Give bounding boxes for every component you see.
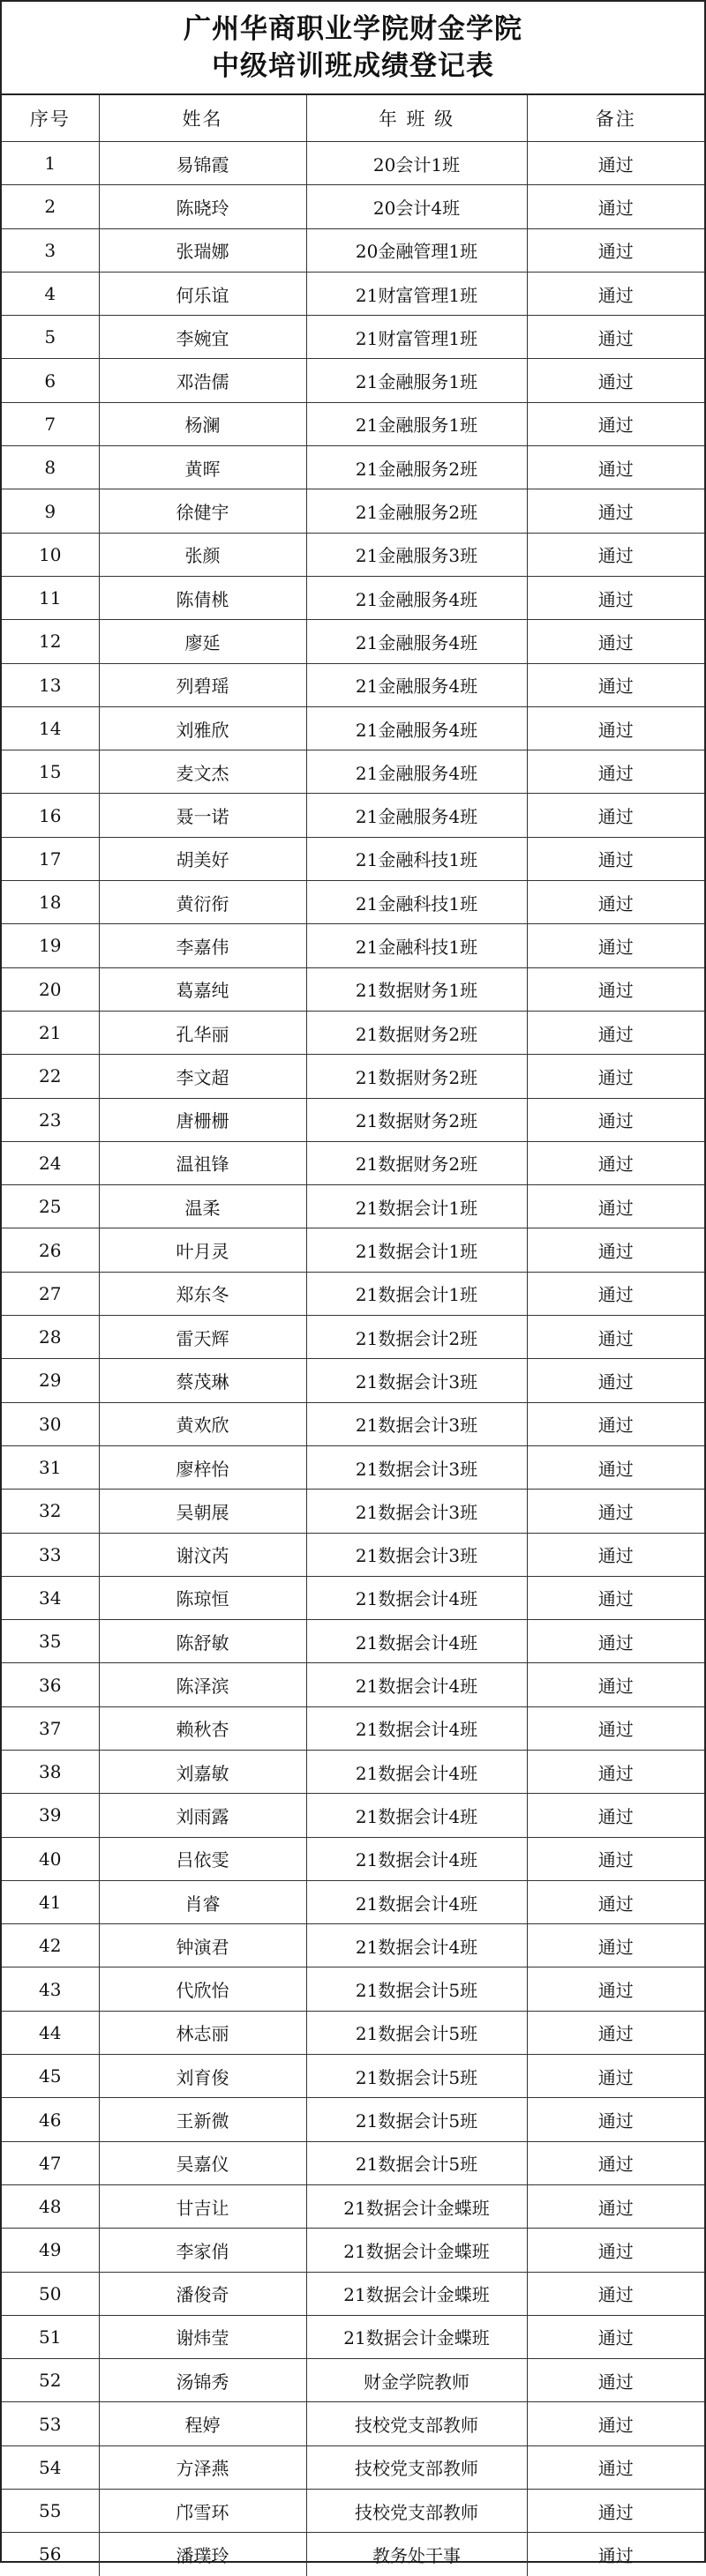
cell-remark: 通过 [527,2490,704,2533]
cell-number: 54 [2,2445,99,2489]
cell-name: 邝雪环 [99,2490,306,2533]
cell-number: 28 [2,1316,99,1359]
cell-remark: 通过 [527,1880,704,1923]
cell-number: 53 [2,2402,99,2445]
cell-name: 麦文杰 [99,750,306,794]
cell-number: 16 [2,794,99,837]
table-row [2,967,704,1011]
cell-class: 21数据会计4班 [306,1750,527,1793]
table-row [2,1445,704,1489]
cell-number: 23 [2,1098,99,1141]
cell-remark: 通过 [527,1098,704,1141]
cell-number: 31 [2,1445,99,1489]
cell-name: 谢汶芮 [99,1533,306,1576]
cell-class: 21数据财务2班 [306,1055,527,1098]
cell-remark: 通过 [527,489,704,533]
cell-class: 21金融服务4班 [306,794,527,837]
cell-number: 34 [2,1576,99,1619]
cell-number: 52 [2,2359,99,2402]
cell-name: 何乐谊 [99,272,306,315]
cell-class: 21金融服务4班 [306,620,527,663]
cell-name: 温柔 [99,1185,306,1228]
table-body [2,142,704,2576]
cell-class: 教务处干事 [306,2533,527,2576]
cell-name: 陈晓玲 [99,185,306,228]
cell-name: 黄欢欣 [99,1402,306,1445]
cell-remark: 通过 [527,663,704,706]
cell-class: 财金学院教师 [306,2359,527,2402]
cell-name: 张颜 [99,533,306,576]
cell-remark: 通过 [527,1663,704,1706]
cell-name: 潘璞玲 [99,2533,306,2576]
cell-remark: 通过 [527,1011,704,1054]
table-row [2,881,704,924]
cell-remark: 通过 [527,185,704,228]
cell-remark: 通过 [527,706,704,750]
cell-remark: 通过 [527,2184,704,2228]
cell-name: 李婉宜 [99,316,306,359]
column-header-class: 年 班 级 [306,95,527,142]
table-row [2,1228,704,1272]
cell-remark: 通过 [527,1620,704,1663]
cell-number: 32 [2,1490,99,1533]
cell-remark: 通过 [527,1794,704,1837]
table-row [2,1316,704,1359]
cell-name: 吴朝展 [99,1490,306,1533]
cell-name: 黄晖 [99,446,306,489]
cell-remark: 通过 [527,446,704,489]
cell-number: 3 [2,228,99,272]
cell-class: 21数据会计4班 [306,1880,527,1923]
cell-class: 21数据会计3班 [306,1359,527,1402]
cell-class: 21数据会计1班 [306,1185,527,1228]
table-row [2,794,704,837]
cell-class: 21财富管理1班 [306,272,527,315]
cell-remark: 通过 [527,2272,704,2315]
table-row [2,576,704,619]
cell-number: 35 [2,1620,99,1663]
cell-class: 21金融服务1班 [306,402,527,445]
table-row [2,1837,704,1880]
cell-name: 肖睿 [99,1880,306,1923]
cell-class: 21财富管理1班 [306,316,527,359]
table-row [2,706,704,750]
cell-number: 56 [2,2533,99,2576]
table-row [2,1706,704,1750]
table-row [2,2402,704,2445]
cell-class: 21金融服务4班 [306,706,527,750]
cell-class: 21数据会计金蝶班 [306,2315,527,2358]
cell-number: 15 [2,750,99,794]
cell-number: 18 [2,881,99,924]
cell-number: 46 [2,2098,99,2141]
cell-class: 21数据会计4班 [306,1576,527,1619]
cell-remark: 通过 [527,1750,704,1793]
table-row [2,272,704,315]
cell-remark: 通过 [527,359,704,402]
cell-number: 20 [2,967,99,1011]
cell-number: 33 [2,1533,99,1576]
table-row [2,620,704,663]
table-row [2,837,704,880]
cell-number: 10 [2,533,99,576]
cell-class: 21数据会计2班 [306,1316,527,1359]
table-row [2,359,704,402]
table-row [2,1272,704,1315]
cell-class: 21数据财务1班 [306,967,527,1011]
cell-class: 21数据会计金蝶班 [306,2272,527,2315]
cell-class: 21金融科技1班 [306,837,527,880]
cell-number: 45 [2,2055,99,2098]
cell-number: 42 [2,1924,99,1967]
cell-class: 21金融服务2班 [306,446,527,489]
table-row [2,2229,704,2272]
cell-number: 5 [2,316,99,359]
cell-number: 8 [2,446,99,489]
cell-remark: 通过 [527,1706,704,1750]
cell-class: 21数据会计4班 [306,1663,527,1706]
table-row [2,1967,704,2011]
table-row [2,2445,704,2489]
cell-class: 21金融科技1班 [306,924,527,967]
cell-remark: 通过 [527,1837,704,1880]
cell-number: 6 [2,359,99,402]
cell-class: 21数据财务2班 [306,1098,527,1141]
cell-number: 40 [2,1837,99,1880]
table-row [2,2490,704,2533]
cell-name: 甘吉让 [99,2184,306,2228]
cell-class: 21数据会计5班 [306,1967,527,2011]
cell-class: 21金融科技1班 [306,881,527,924]
cell-number: 25 [2,1185,99,1228]
cell-number: 21 [2,1011,99,1054]
cell-remark: 通过 [527,837,704,880]
cell-number: 1 [2,142,99,185]
cell-class: 21数据会计1班 [306,1272,527,1315]
cell-name: 李家俏 [99,2229,306,2272]
table-row [2,316,704,359]
cell-name: 温祖锋 [99,1141,306,1184]
table-row [2,1141,704,1184]
table-row [2,1359,704,1402]
cell-name: 王新微 [99,2098,306,2141]
table-row [2,1402,704,1445]
cell-class: 21数据财务2班 [306,1141,527,1184]
cell-name: 方泽燕 [99,2445,306,2489]
title-line-1: 广州华商职业学院财金学院 [184,13,522,45]
table-row [2,663,704,706]
cell-number: 2 [2,185,99,228]
cell-name: 列碧瑶 [99,663,306,706]
cell-class: 21数据会计3班 [306,1402,527,1445]
cell-class: 21数据会计4班 [306,1924,527,1967]
cell-remark: 通过 [527,1924,704,1967]
table-row [2,1924,704,1967]
cell-name: 刘育俊 [99,2055,306,2098]
cell-name: 徐健宇 [99,489,306,533]
cell-number: 29 [2,1359,99,1402]
cell-class: 技校党支部教师 [306,2445,527,2489]
cell-name: 刘嘉敏 [99,1750,306,1793]
cell-class: 21金融服务4班 [306,663,527,706]
cell-number: 19 [2,924,99,967]
cell-remark: 通过 [527,1141,704,1184]
table-row [2,402,704,445]
table-row [2,1011,704,1054]
cell-class: 21数据财务2班 [306,1011,527,1054]
cell-number: 14 [2,706,99,750]
cell-number: 49 [2,2229,99,2272]
cell-name: 刘雅欣 [99,706,306,750]
cell-number: 4 [2,272,99,315]
cell-name: 聂一诺 [99,794,306,837]
cell-name: 陈琼恒 [99,1576,306,1619]
cell-name: 易锦霞 [99,142,306,185]
table-row [2,533,704,576]
cell-name: 杨澜 [99,402,306,445]
table-row [2,2184,704,2228]
cell-number: 11 [2,576,99,619]
cell-class: 21金融服务2班 [306,489,527,533]
cell-name: 蔡茂琳 [99,1359,306,1402]
cell-remark: 通过 [527,2011,704,2054]
cell-number: 37 [2,1706,99,1750]
cell-number: 38 [2,1750,99,1793]
cell-remark: 通过 [527,1576,704,1619]
cell-number: 13 [2,663,99,706]
cell-class: 21数据会计4班 [306,1706,527,1750]
cell-remark: 通过 [527,924,704,967]
cell-class: 21金融服务3班 [306,533,527,576]
cell-number: 7 [2,402,99,445]
table-row [2,1185,704,1228]
cell-remark: 通过 [527,1533,704,1576]
cell-class: 21数据会计5班 [306,2098,527,2141]
cell-number: 30 [2,1402,99,1445]
cell-remark: 通过 [527,2055,704,2098]
cell-remark: 通过 [527,620,704,663]
cell-name: 钟演君 [99,1924,306,1967]
table-row [2,2315,704,2358]
cell-class: 20会计4班 [306,185,527,228]
cell-remark: 通过 [527,2533,704,2576]
cell-name: 赖秋杏 [99,1706,306,1750]
table-header-row [2,95,704,142]
cell-class: 21数据会计3班 [306,1490,527,1533]
cell-number: 17 [2,837,99,880]
cell-name: 叶月灵 [99,1228,306,1272]
cell-name: 唐栅栅 [99,1098,306,1141]
cell-remark: 通过 [527,1967,704,2011]
table-row [2,2533,704,2576]
cell-number: 41 [2,1880,99,1923]
cell-remark: 通过 [527,228,704,272]
cell-name: 廖梓怡 [99,1445,306,1489]
cell-name: 代欣怡 [99,1967,306,2011]
title-line-2: 中级培训班成绩登记表 [212,50,494,82]
cell-remark: 通过 [527,1272,704,1315]
cell-name: 黄衍衔 [99,881,306,924]
cell-number: 43 [2,1967,99,2011]
cell-number: 47 [2,2141,99,2184]
table-row [2,1576,704,1619]
cell-remark: 通过 [527,2229,704,2272]
cell-remark: 通过 [527,1490,704,1533]
cell-number: 48 [2,2184,99,2228]
cell-name: 谢炜莹 [99,2315,306,2358]
cell-remark: 通过 [527,142,704,185]
cell-remark: 通过 [527,1316,704,1359]
cell-number: 55 [2,2490,99,2533]
cell-remark: 通过 [527,1359,704,1402]
cell-name: 程婷 [99,2402,306,2445]
cell-name: 葛嘉纯 [99,967,306,1011]
cell-name: 邓浩儒 [99,359,306,402]
cell-name: 胡美好 [99,837,306,880]
cell-remark: 通过 [527,2098,704,2141]
cell-remark: 通过 [527,1185,704,1228]
cell-class: 21数据会计4班 [306,1837,527,1880]
cell-name: 李嘉伟 [99,924,306,967]
cell-number: 44 [2,2011,99,2054]
cell-class: 21数据会计5班 [306,2055,527,2098]
table-row [2,1794,704,1837]
cell-name: 吕依雯 [99,1837,306,1880]
table-row [2,924,704,967]
cell-class: 21数据会计5班 [306,2011,527,2054]
cell-number: 9 [2,489,99,533]
cell-remark: 通过 [527,1228,704,1272]
cell-class: 21数据会计金蝶班 [306,2229,527,2272]
column-header-number: 序号 [2,95,99,142]
table-row [2,2011,704,2054]
table-row [2,1750,704,1793]
cell-class: 21金融服务4班 [306,576,527,619]
table-row [2,1620,704,1663]
table-row [2,489,704,533]
table-row [2,142,704,185]
cell-class: 21数据会计1班 [306,1228,527,1272]
cell-remark: 通过 [527,272,704,315]
cell-class: 21数据会计4班 [306,1794,527,1837]
table-row [2,1880,704,1923]
cell-number: 12 [2,620,99,663]
table-row [2,228,704,272]
cell-class: 21数据会计5班 [306,2141,527,2184]
cell-number: 50 [2,2272,99,2315]
score-table [2,95,704,2576]
cell-class: 20会计1班 [306,142,527,185]
table-row [2,1098,704,1141]
table-row [2,2359,704,2402]
document-title [2,2,704,95]
cell-remark: 通过 [527,316,704,359]
table-row [2,2098,704,2141]
table-row [2,2272,704,2315]
cell-remark: 通过 [527,576,704,619]
table-row [2,750,704,794]
cell-name: 孔华丽 [99,1011,306,1054]
cell-class: 20金融管理1班 [306,228,527,272]
cell-name: 廖延 [99,620,306,663]
cell-remark: 通过 [527,2315,704,2358]
cell-class: 技校党支部教师 [306,2490,527,2533]
cell-class: 21数据会计3班 [306,1445,527,1489]
cell-number: 27 [2,1272,99,1315]
cell-class: 技校党支部教师 [306,2402,527,2445]
cell-name: 潘俊奇 [99,2272,306,2315]
cell-class: 21数据会计3班 [306,1533,527,1576]
cell-name: 陈倩桃 [99,576,306,619]
cell-class: 21金融服务4班 [306,750,527,794]
cell-remark: 通过 [527,533,704,576]
table-row [2,1490,704,1533]
cell-name: 郑东冬 [99,1272,306,1315]
cell-remark: 通过 [527,750,704,794]
table-row [2,1533,704,1576]
cell-name: 陈舒敏 [99,1620,306,1663]
cell-number: 26 [2,1228,99,1272]
table-row [2,446,704,489]
cell-remark: 通过 [527,402,704,445]
cell-remark: 通过 [527,2141,704,2184]
cell-number: 51 [2,2315,99,2358]
cell-remark: 通过 [527,2402,704,2445]
cell-name: 雷天辉 [99,1316,306,1359]
table-row [2,1663,704,1706]
table-row [2,1055,704,1098]
cell-remark: 通过 [527,1055,704,1098]
cell-remark: 通过 [527,2359,704,2402]
cell-remark: 通过 [527,2445,704,2489]
cell-number: 22 [2,1055,99,1098]
cell-name: 林志丽 [99,2011,306,2054]
column-header-remark: 备注 [527,95,704,142]
cell-name: 陈泽滨 [99,1663,306,1706]
cell-number: 36 [2,1663,99,1706]
cell-remark: 通过 [527,794,704,837]
cell-class: 21数据会计4班 [306,1620,527,1663]
table-row [2,185,704,228]
cell-remark: 通过 [527,1402,704,1445]
cell-remark: 通过 [527,1445,704,1489]
cell-name: 吴嘉仪 [99,2141,306,2184]
cell-name: 刘雨露 [99,1794,306,1837]
column-header-name: 姓名 [99,95,306,142]
table-row [2,2141,704,2184]
cell-number: 39 [2,1794,99,1837]
cell-name: 张瑞娜 [99,228,306,272]
cell-remark: 通过 [527,881,704,924]
cell-remark: 通过 [527,967,704,1011]
cell-name: 汤锦秀 [99,2359,306,2402]
cell-name: 李文超 [99,1055,306,1098]
cell-number: 24 [2,1141,99,1184]
table-row [2,2055,704,2098]
cell-class: 21金融服务1班 [306,359,527,402]
cell-class: 21数据会计金蝶班 [306,2184,527,2228]
